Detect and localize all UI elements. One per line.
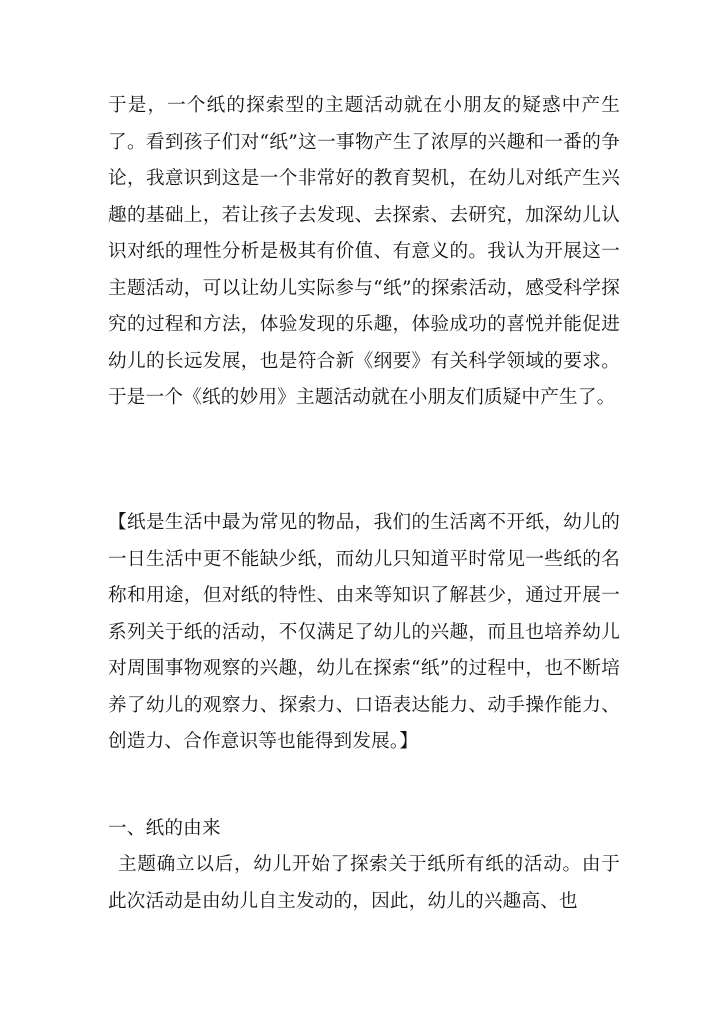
section-paragraph: 主题确立以后，幼儿开始了探索关于纸所有纸的活动。由于此次活动是由幼儿自主发动的，因此，幼儿的兴趣高、也 [108, 854, 620, 912]
section-heading: 一、纸的由来 [108, 818, 221, 839]
body-paragraph-bracketed-summary: 【纸是生活中最为常见的物品，我们的生活离不开纸，幼儿的一日生活中更不能缺少纸，而幼儿只知道平时常见一些纸的名称和用途，但对纸的特性、由来等知识了解甚少，通过开展一系列关于纸的活动，不仅满足了幼儿的兴趣，而且也培养幼儿对周围事物观察的兴趣，幼儿在探索“纸”的过程中，也不断培养了幼儿的观察力、探索力、口语表达能力、动手操作能力、创造力、合作意识等也能得到发展。】 [108, 512, 620, 752]
body-paragraph-intro: 于是，一个纸的探索型的主题活动就在小朋友的疑惑中产生了。看到孩子们对“纸”这一事物产生了浓厚的兴趣和一番的争论，我意识到这是一个非常好的教育契机，在幼儿对纸产生兴趣的基础上，若让孩子去发现、去探索、去研究，加深幼儿认识对纸的理性分析是极其有价值、有意义的。我认为开展这一主题活动，可以让幼儿实际参与“纸”的探索活动，感受科学探究的过程和方法，体验发现的乐趣，体验成功的喜悦并能促进幼儿的长远发展，也是符合新《纲要》有关科学领域的要求。于是一个《纸的妙用》主题活动就在小朋友们质疑中产生了。 [108, 95, 620, 408]
